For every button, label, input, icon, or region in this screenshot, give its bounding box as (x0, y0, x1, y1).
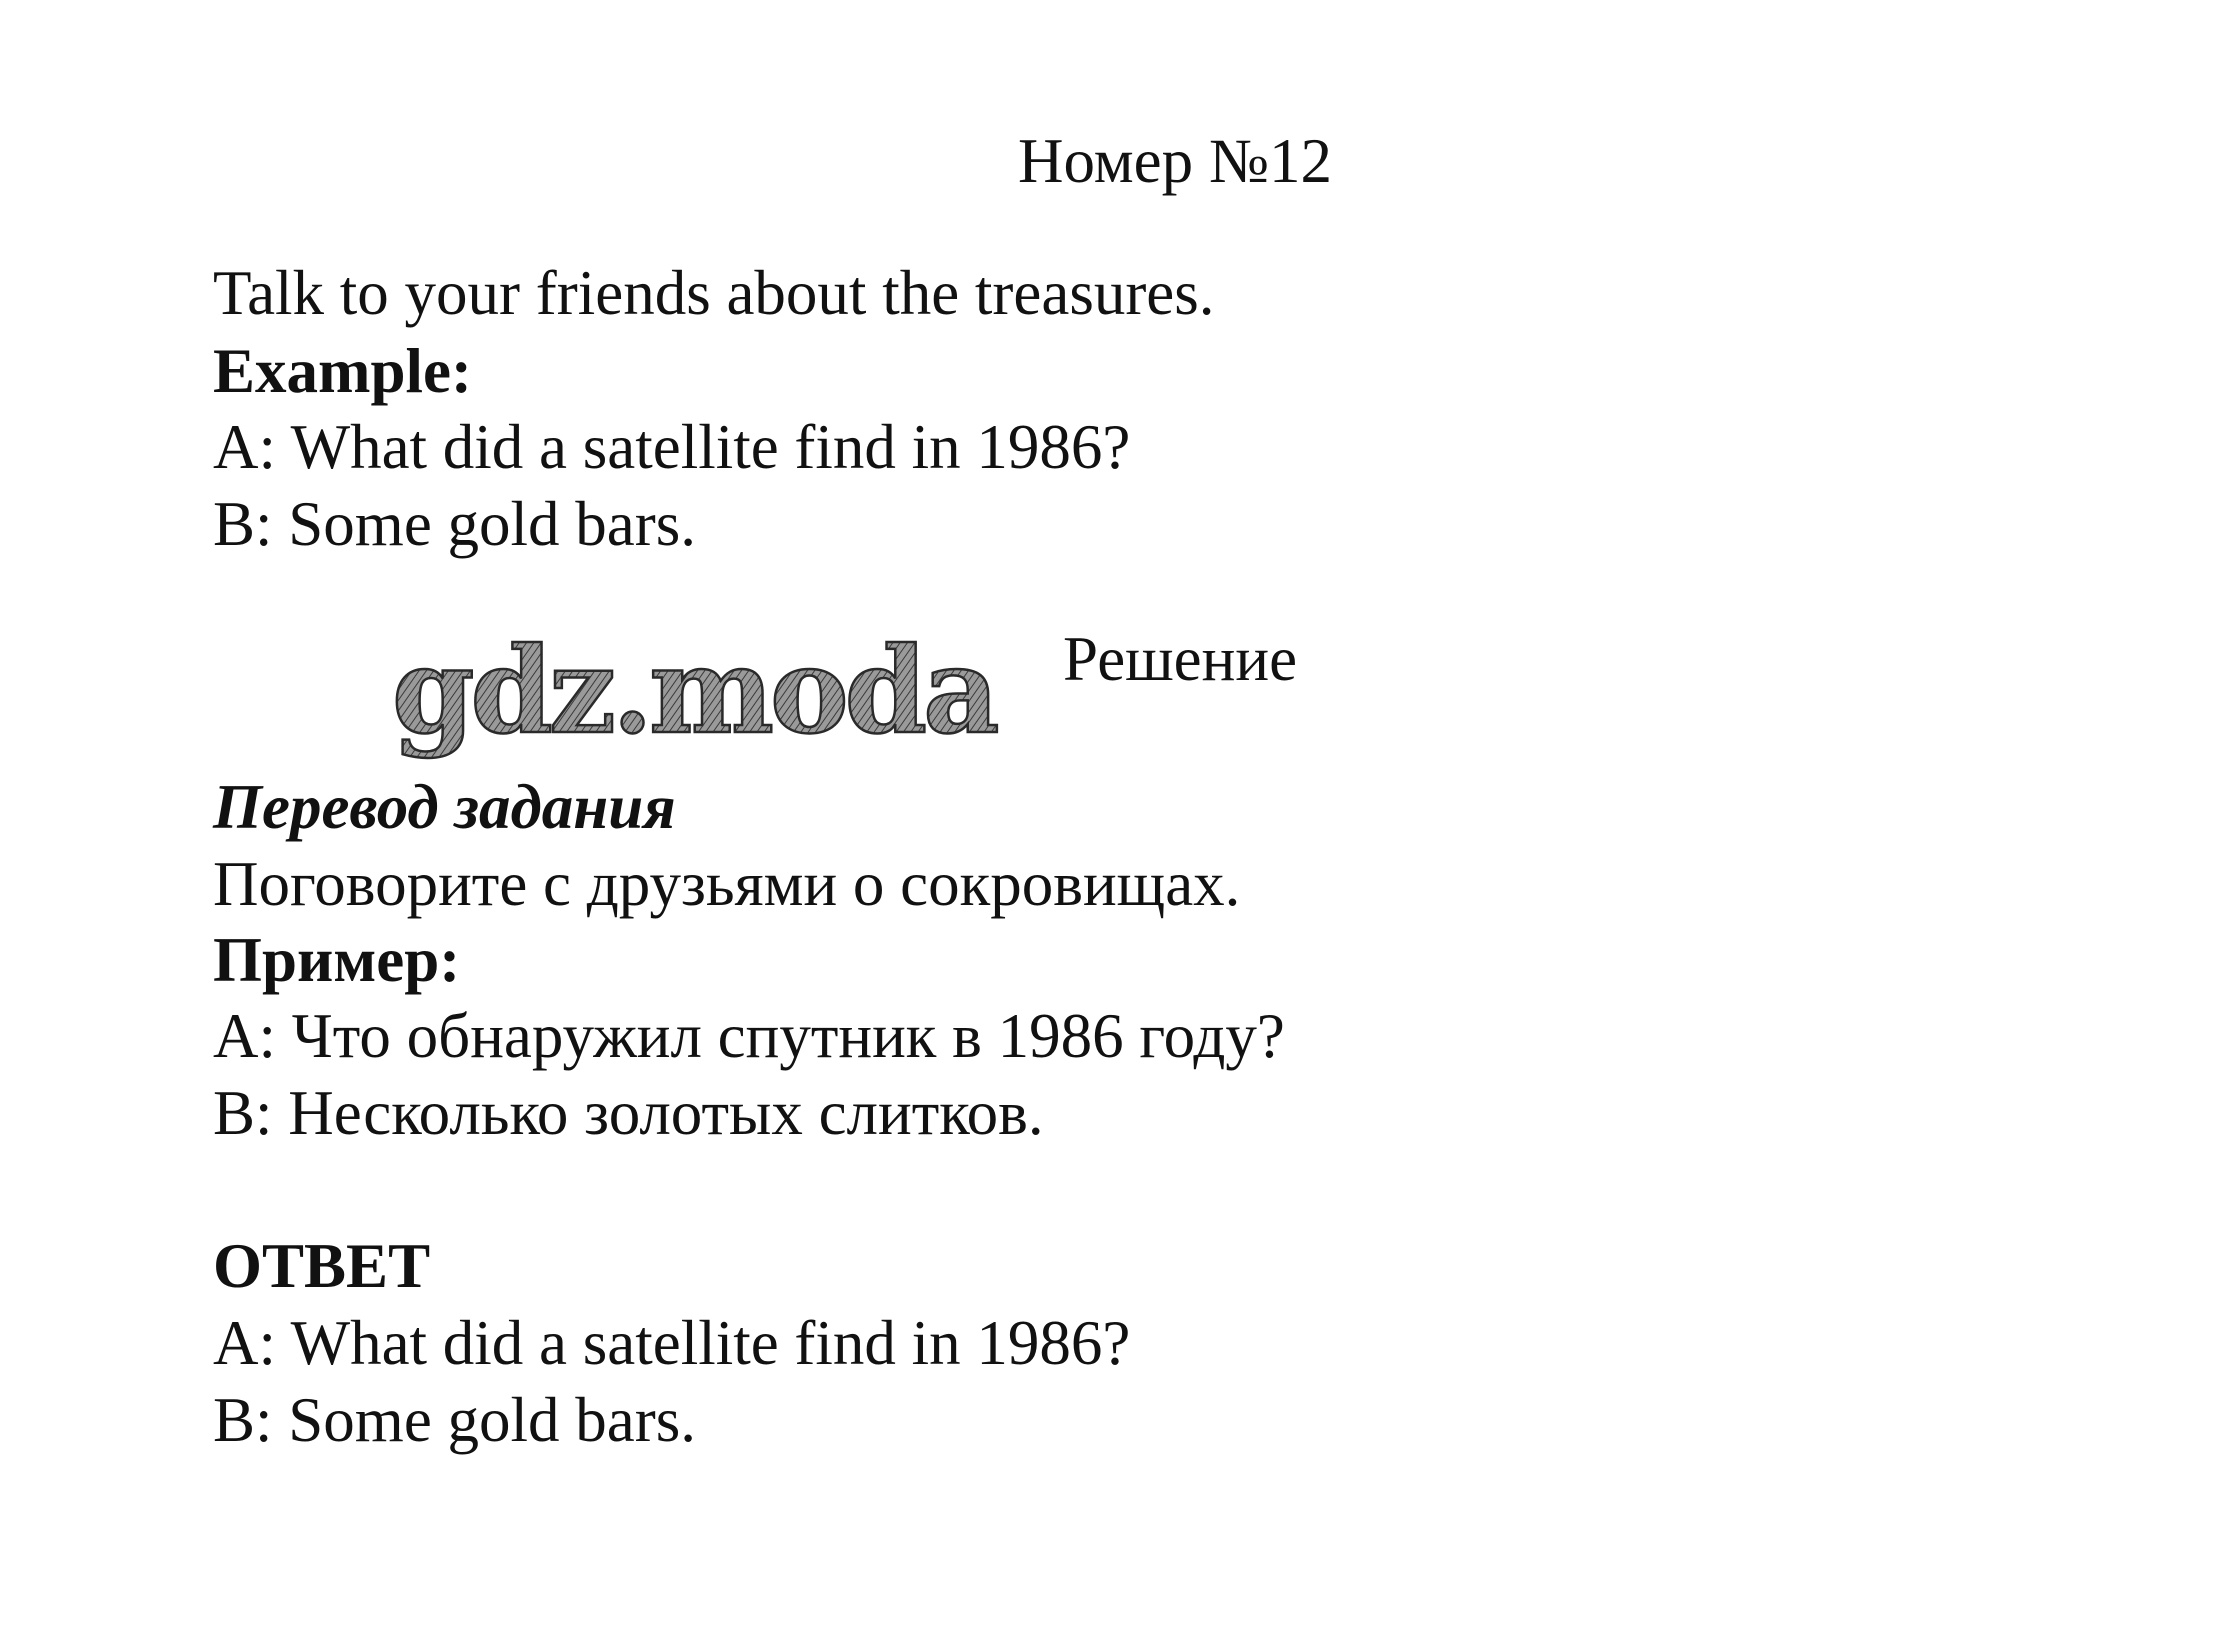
example-label: Example: (213, 336, 472, 406)
task-instruction: Talk to your friends about the treasures. (213, 258, 1215, 328)
svg-text:gdz.moda: gdz.moda (392, 621, 996, 760)
answer-line-b: B: Some gold bars. (213, 1385, 696, 1455)
watermark-logo (388, 620, 1028, 780)
translation-example-label: Пример: (213, 925, 461, 995)
translation-line-a: А: Что обнаружил спутник в 1986 году? (213, 1001, 1285, 1071)
page-title: Номер №12 (1018, 126, 1332, 196)
example-line-b: B: Some gold bars. (213, 489, 696, 559)
solution-label: Решение (1063, 624, 1298, 694)
translation-heading: Перевод задания (213, 772, 676, 842)
answer-heading: ОТВЕТ (213, 1231, 431, 1301)
translation-line-b: В: Несколько золотых слитков. (213, 1078, 1044, 1148)
translation-instruction: Поговорите с друзьями о сокровищах. (213, 849, 1241, 919)
example-line-a: A: What did a satellite find in 1986? (213, 412, 1131, 482)
answer-line-a: A: What did a satellite find in 1986? (213, 1308, 1131, 1378)
